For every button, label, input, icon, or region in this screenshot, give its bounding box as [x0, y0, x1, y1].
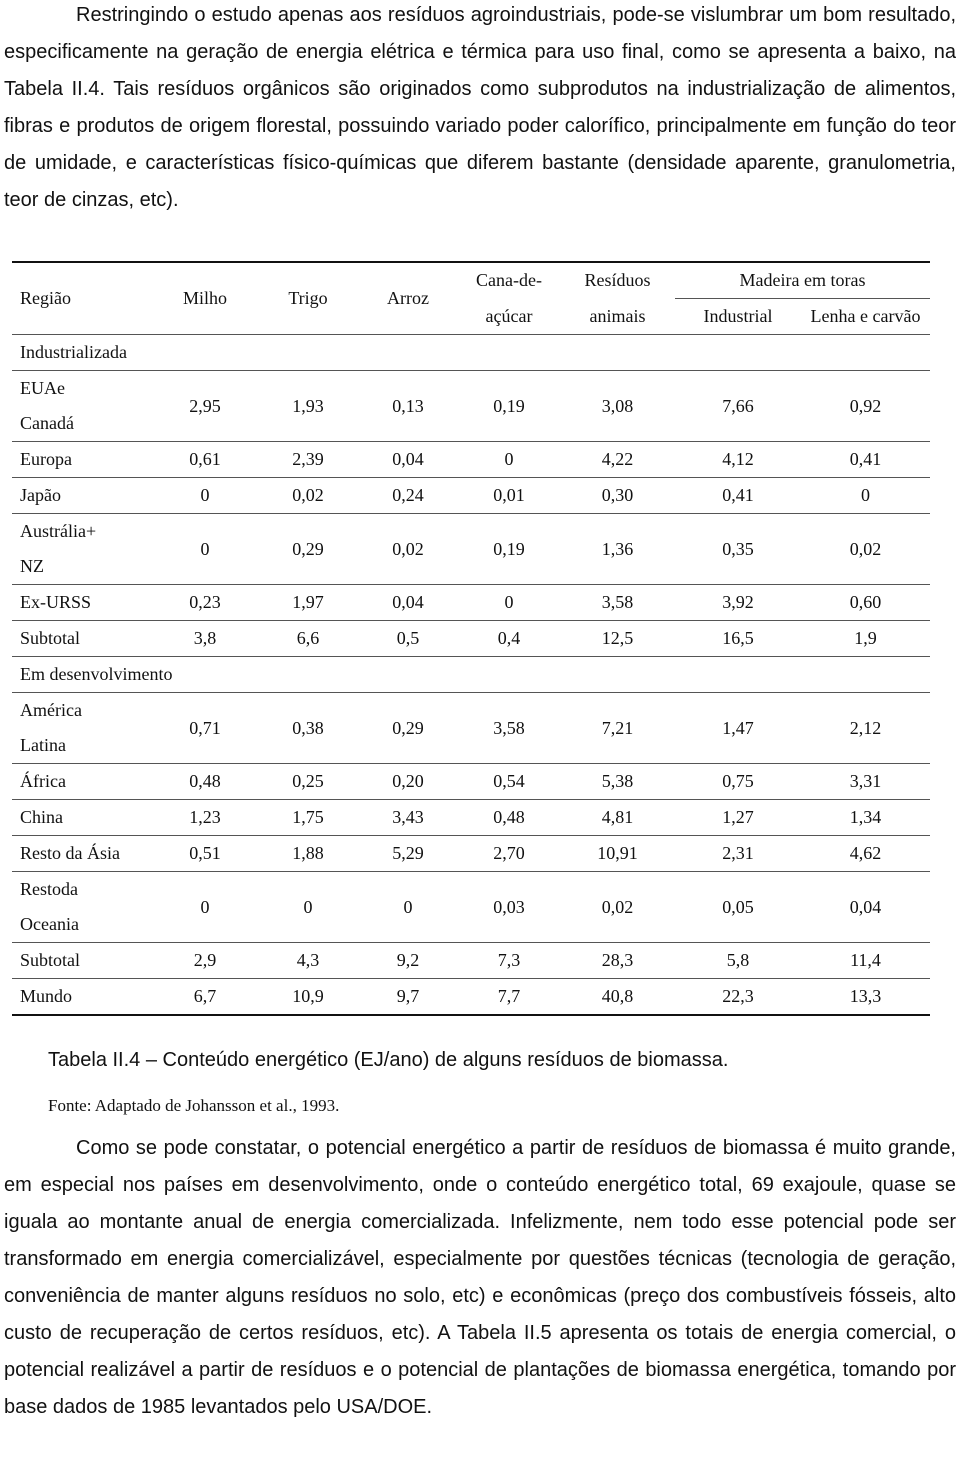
cell-value: 5,29	[358, 836, 458, 872]
row-region-part-b: da	[61, 879, 79, 899]
cell-value: 0,24	[358, 478, 458, 514]
row-region-part-b: +	[85, 521, 97, 541]
group-row-desenvolvimento	[12, 657, 930, 693]
cell-value: 1,93	[258, 371, 358, 442]
cell-value: 0,41	[801, 442, 930, 478]
intro-paragraph	[4, 0, 956, 219]
table-caption: Tabela II.4 – Conteúdo energético (EJ/ano) de alguns resíduos de biomassa.	[48, 1049, 729, 1071]
table-row	[12, 836, 930, 872]
table-row	[12, 371, 930, 442]
row-region-line2: NZ	[20, 556, 44, 576]
cell-value: 0,19	[458, 514, 560, 585]
row-region	[12, 693, 152, 764]
cell-value: 0,20	[358, 764, 458, 800]
cell-value: 1,97	[258, 585, 358, 621]
cell-value: 10,91	[560, 836, 675, 872]
row-region: África	[12, 764, 152, 800]
table-row	[12, 764, 930, 800]
cell-value: 9,7	[358, 979, 458, 1016]
cell-value: 2,95	[152, 371, 258, 442]
cell-value: 7,7	[458, 979, 560, 1016]
row-region-part-a: EUA	[20, 378, 57, 398]
cell-value: 1,23	[152, 800, 258, 836]
cell-value: 0,29	[358, 693, 458, 764]
cell-value: 0,04	[801, 872, 930, 943]
table-row	[12, 943, 930, 979]
cell-value: 2,12	[801, 693, 930, 764]
cell-value: 0,02	[358, 514, 458, 585]
table-row-mundo	[12, 979, 930, 1016]
row-region: Japão	[12, 478, 152, 514]
table-row	[12, 693, 930, 764]
row-region: China	[12, 800, 152, 836]
cell-value: 0	[801, 478, 930, 514]
header-industrial: Industrial	[703, 306, 773, 326]
cell-value: 0,01	[458, 478, 560, 514]
row-region: Ex-URSS	[12, 585, 152, 621]
cell-value: 4,22	[560, 442, 675, 478]
row-region-part-a: Resto	[20, 879, 62, 899]
cell-value: 0,71	[152, 693, 258, 764]
row-region-line1	[20, 872, 152, 907]
cell-value: 0	[152, 514, 258, 585]
row-region: Mundo	[12, 979, 152, 1016]
cell-value: 0,02	[258, 478, 358, 514]
header-cana-line1: Cana-de-	[458, 262, 560, 299]
cell-value: 0,04	[358, 585, 458, 621]
cell-value: 16,5	[675, 621, 801, 657]
cell-value: 7,66	[675, 371, 801, 442]
cell-value: 1,34	[801, 800, 930, 836]
desenvolvimento-rows	[12, 693, 930, 979]
header-residuos-line1: Resíduos	[560, 262, 675, 299]
cell-value: 3,58	[458, 693, 560, 764]
row-region	[12, 514, 152, 585]
row-region-line2: Canadá	[20, 413, 74, 433]
cell-value: 0	[358, 872, 458, 943]
table-row	[12, 478, 930, 514]
cell-value: 2,39	[258, 442, 358, 478]
cell-value: 0,25	[258, 764, 358, 800]
table-source: Fonte: Adaptado de Johansson et al., 1993.	[48, 1096, 340, 1115]
biomass-energy-table	[12, 261, 930, 1016]
cell-value: 0,04	[358, 442, 458, 478]
cell-value: 0,60	[801, 585, 930, 621]
cell-value: 0,48	[152, 764, 258, 800]
cell-value: 0	[152, 478, 258, 514]
cell-value: 6,6	[258, 621, 358, 657]
cell-value: 4,12	[675, 442, 801, 478]
header-milho: Milho	[152, 262, 258, 335]
cell-value: 0,38	[258, 693, 358, 764]
row-region: Resto da Ásia	[12, 836, 152, 872]
header-cana-line2: açúcar	[485, 305, 533, 326]
cell-value: 3,92	[675, 585, 801, 621]
cell-value: 0	[258, 872, 358, 943]
cell-value: 1,27	[675, 800, 801, 836]
cell-value: 0,02	[560, 872, 675, 943]
header-trigo: Trigo	[258, 262, 358, 335]
cell-value: 2,9	[152, 943, 258, 979]
cell-value: 4,81	[560, 800, 675, 836]
header-residuos-line2: animais	[589, 305, 646, 326]
cell-value: 0,48	[458, 800, 560, 836]
cell-value: 0	[458, 442, 560, 478]
cell-value: 6,7	[152, 979, 258, 1016]
cell-value: 3,43	[358, 800, 458, 836]
group-row-industrializada	[12, 335, 930, 371]
group-label-industrializada: Industrializada	[12, 335, 930, 371]
table-row	[12, 621, 930, 657]
table-row	[12, 800, 930, 836]
table-row	[12, 585, 930, 621]
cell-value: 0,13	[358, 371, 458, 442]
row-region-line1	[20, 514, 152, 549]
cell-value: 10,9	[258, 979, 358, 1016]
row-region-part-a: Austrália	[20, 521, 86, 541]
header-madeira: Madeira em toras	[675, 262, 930, 299]
row-region: Europa	[12, 442, 152, 478]
row-region-line1	[20, 693, 152, 728]
cell-value: 40,8	[560, 979, 675, 1016]
intro-paragraph-text: Restringindo o estudo apenas aos resíduos agroindustriais, pode-se vislumbrar um bom resultado, especificamente na geração de energia elétrica e térmica para uso final, como se apresenta a baixo, na Tabela II.4. Tais resíduos orgânicos são originados como subprodutos na industrialização de alimentos, fibras e produtos de origem florestal, possuindo variado poder calorífico, principalmente em função do teor de umidade, e características físico-químicas que diferem bastante (densidade aparente, granulometria, teor de cinzas, etc).	[4, 4, 956, 211]
cell-value: 1,47	[675, 693, 801, 764]
row-region: Subtotal	[12, 943, 152, 979]
cell-value: 12,5	[560, 621, 675, 657]
cell-value: 0,54	[458, 764, 560, 800]
table-row	[12, 514, 930, 585]
cell-value: 0,23	[152, 585, 258, 621]
cell-value: 0,29	[258, 514, 358, 585]
cell-value: 0,05	[675, 872, 801, 943]
cell-value: 13,3	[801, 979, 930, 1016]
cell-value: 28,3	[560, 943, 675, 979]
cell-value: 1,75	[258, 800, 358, 836]
cell-value: 2,70	[458, 836, 560, 872]
industrializada-rows	[12, 371, 930, 657]
cell-value: 22,3	[675, 979, 801, 1016]
cell-value: 0,35	[675, 514, 801, 585]
group-label-desenvolvimento: Em desenvolvimento	[12, 657, 930, 693]
cell-value: 3,31	[801, 764, 930, 800]
cell-value: 0,30	[560, 478, 675, 514]
cell-value: 4,3	[258, 943, 358, 979]
cell-value: 0,5	[358, 621, 458, 657]
cell-value: 0	[152, 872, 258, 943]
cell-value: 2,31	[675, 836, 801, 872]
cell-value: 9,2	[358, 943, 458, 979]
table-row	[12, 872, 930, 943]
cell-value: 0,75	[675, 764, 801, 800]
cell-value: 0,92	[801, 371, 930, 442]
header-arroz: Arroz	[358, 262, 458, 335]
header-lenha: Lenha e carvão	[810, 306, 921, 326]
cell-value: 0,61	[152, 442, 258, 478]
row-region-line2: Oceania	[20, 914, 79, 934]
table-header-row-1	[12, 262, 930, 299]
row-region	[12, 872, 152, 943]
cell-value: 0,51	[152, 836, 258, 872]
cell-value: 1,88	[258, 836, 358, 872]
header-region: Região	[12, 262, 152, 335]
cell-value: 5,8	[675, 943, 801, 979]
cell-value: 3,8	[152, 621, 258, 657]
conclusion-paragraph-text: Como se pode constatar, o potencial energético a partir de resíduos de biomassa é muito grande, em especial nos países em desenvolvimento, onde o conteúdo energético total, 69 exajoule, quase se iguala ao montante anual de energia comercializada. Infelizmente, nem todo esse potencial pode ser transformado em energia comercializável, especialmente por questões técnicas (tecnologia de geração, conveniência de manter alguns resíduos no solo, etc) e econômicas (preço dos combustíveis fósseis, alto custo de recuperação de certos resíduos, etc). A Tabela II.5 apresenta os totais de energia comercial, o potencial realizável a partir de resíduos e o potencial de plantações de biomassa energética, tomando por base dados de 1985 levantados pelo USA/DOE.	[4, 1137, 956, 1418]
cell-value: 7,21	[560, 693, 675, 764]
cell-value: 0	[458, 585, 560, 621]
row-region: Subtotal	[12, 621, 152, 657]
row-region-line2: Latina	[20, 735, 66, 755]
cell-value: 5,38	[560, 764, 675, 800]
cell-value: 1,36	[560, 514, 675, 585]
row-region-part-b: e	[57, 378, 65, 398]
conclusion-paragraph	[4, 1130, 956, 1426]
cell-value: 0,41	[675, 478, 801, 514]
row-region	[12, 371, 152, 442]
cell-value: 0,19	[458, 371, 560, 442]
cell-value: 0,4	[458, 621, 560, 657]
cell-value: 0,02	[801, 514, 930, 585]
cell-value: 7,3	[458, 943, 560, 979]
table-row	[12, 442, 930, 478]
cell-value: 11,4	[801, 943, 930, 979]
cell-value: 3,08	[560, 371, 675, 442]
cell-value: 1,9	[801, 621, 930, 657]
row-region-part-a: América	[20, 700, 82, 720]
row-region-line1	[20, 371, 152, 406]
cell-value: 3,58	[560, 585, 675, 621]
cell-value: 4,62	[801, 836, 930, 872]
cell-value: 0,03	[458, 872, 560, 943]
